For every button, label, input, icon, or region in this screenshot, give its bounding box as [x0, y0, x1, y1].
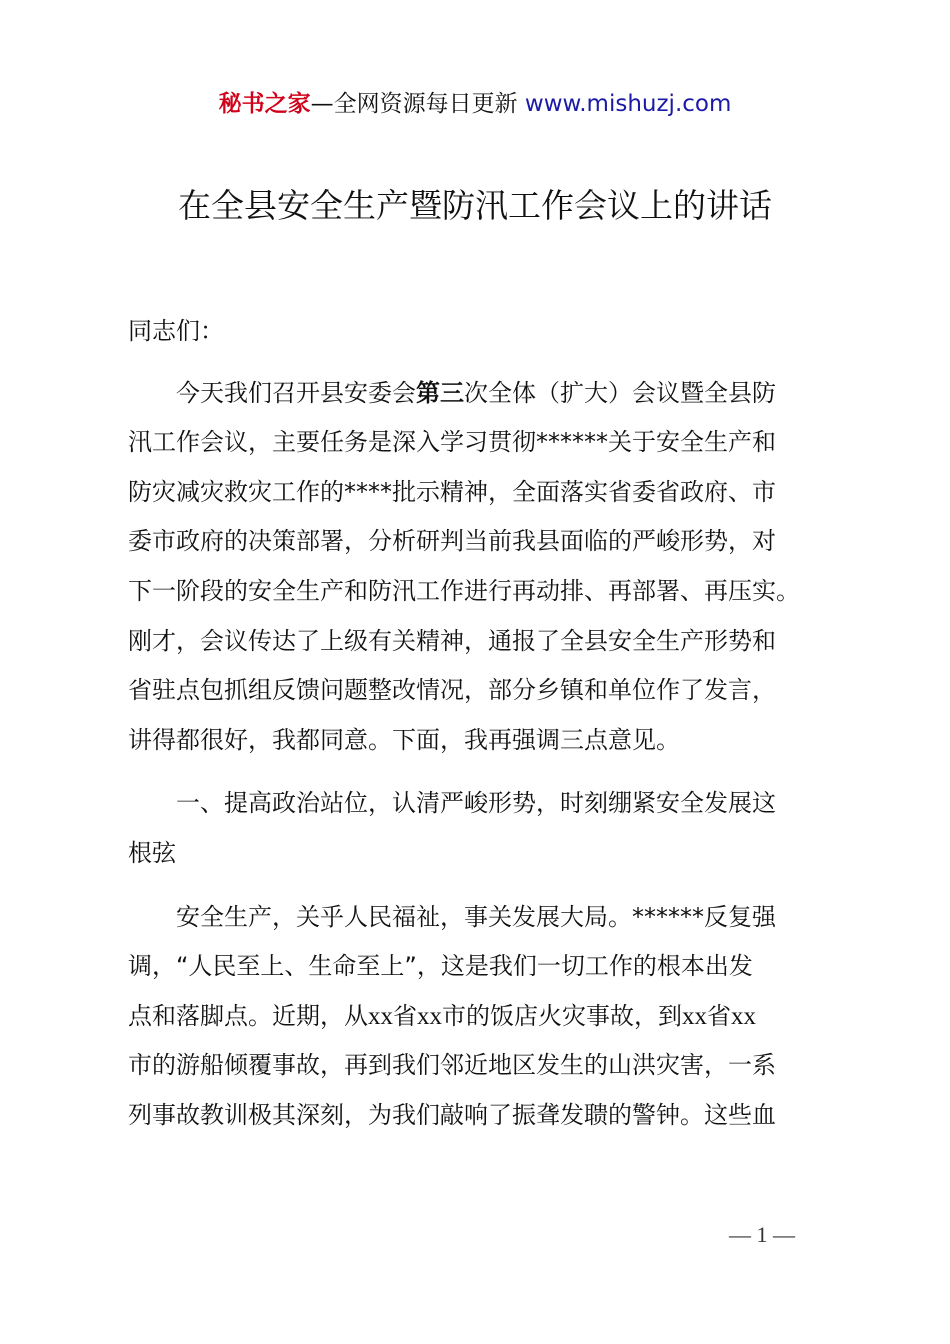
- section-heading-1: [128, 779, 840, 878]
- text-line: 刚才，会议传达了上级有关精神，通报了全县安全生产形势和: [128, 626, 776, 655]
- salutation: 同志们：: [128, 317, 224, 345]
- text-line: 安全生产，关乎人民福祉，事关发展大局。******反复强: [176, 902, 776, 931]
- document-body: [128, 307, 840, 1141]
- paragraph-2: [128, 893, 840, 1141]
- text-line: 一、提高政治站位，认清严峻形势，时刻绷紧安全发展这: [176, 789, 776, 818]
- text-line: 下一阶段的安全生产和防汛工作进行再动排、再部署、再压实。: [128, 576, 800, 605]
- text-line: 点和落脚点。近期，从xx省xx市的饭店火灾事故，到xx省xx: [128, 1001, 756, 1030]
- text-line: 防灾减灾救灾工作的****批示精神，全面落实省委省政府、市: [128, 477, 776, 506]
- site-brand: 秘书之家: [218, 91, 311, 117]
- page-number: — 1 —: [729, 1222, 795, 1247]
- text-line: 市的游船倾覆事故，再到我们邻近地区发生的山洪灾害，一系: [128, 1051, 776, 1080]
- text-line: 委市政府的决策部署，分析研判当前我县面临的严峻形势，对: [128, 527, 776, 556]
- text-line: 调，“人民至上、生命至上”，这是我们一切工作的根本出发: [128, 952, 753, 981]
- document-title: 在全县安全生产暨防汛工作会议上的讲话: [178, 186, 772, 225]
- site-url-link[interactable]: www.mishuzj.com: [524, 91, 732, 117]
- text-line: 列事故教训极其深刻，为我们敲响了振聋发聩的警钟。这些血: [128, 1100, 776, 1129]
- text-line: 讲得都很好，我都同意。下面，我再强调三点意见。: [128, 725, 680, 754]
- site-banner: [0, 84, 950, 124]
- paragraph-1: [128, 369, 840, 766]
- text-line: 汛工作会议，主要任务是深入学习贯彻******关于安全生产和: [128, 428, 776, 457]
- site-tagline: —全网资源每日更新: [310, 91, 518, 117]
- emphasis-text: 第三: [416, 378, 464, 407]
- text-line: 根弦: [128, 838, 176, 867]
- text-line: 省驻点包抓组反馈问题整改情况，部分乡镇和单位作了发言，: [128, 676, 776, 705]
- text-line: 今天我们召开县安委会第三次全体（扩大）会议暨全县防: [176, 378, 776, 407]
